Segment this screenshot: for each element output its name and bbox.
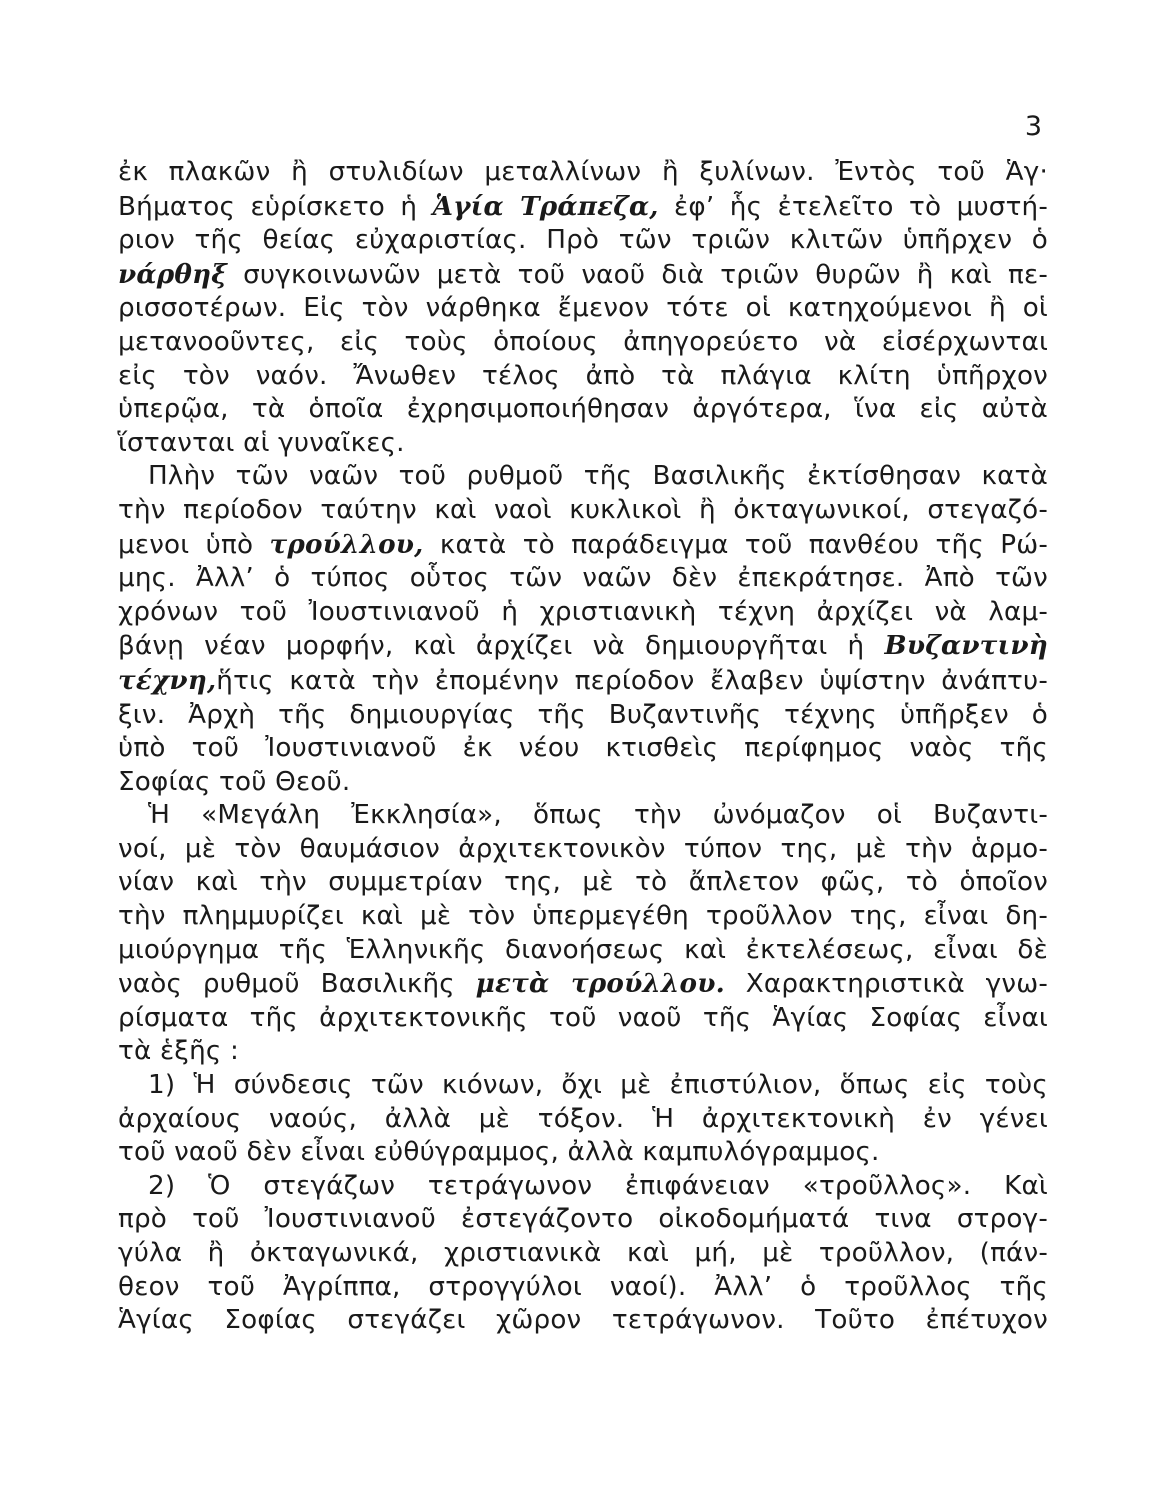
text-segment: Ἡ «Μεγάλη Ἐκκλησία», ὅπως τὴν ὠνόμαζον οἱ Βυζαντι-: [148, 800, 1048, 831]
text-segment: Ἁγίας Σοφίας στεγάζει χῶρον τετράγωνον. Τοῦτο ἐπέτυχον: [118, 1305, 1048, 1336]
text-line: [118, 799, 1048, 833]
text-segment: ὑπὸ τοῦ Ἰουστινιανοῦ ἐκ νέου κτισθεὶς περίφημος ναὸς τῆς: [118, 733, 1048, 764]
text-line: [118, 833, 1048, 867]
text-segment: τὴν περίοδον ταύτην καὶ ναοὶ κυκλικοὶ ἢ ὀκταγωνικοί, στεγαζό-: [118, 494, 1048, 525]
text-segment: Χαρακτηριστικὰ γνω-: [724, 969, 1048, 1000]
text-segment: ναὸς ρυθμοῦ Βασιλικῆς: [118, 969, 476, 1000]
text-segment: ἐκ πλακῶν ἢ στυλιδίων μεταλλίνων ἢ ξυλίνων. Ἐντὸς τοῦ Ἁγ·: [118, 157, 1048, 187]
text-line: [118, 1203, 1048, 1237]
text-line: [118, 190, 1048, 225]
text-segment: ξιν. Ἀρχὴ τῆς δημιουργίας τῆς Βυζαντινῆς τέχνης ὑπῆρξεν ὁ: [118, 699, 1048, 730]
text-segment: 2) Ὁ στεγάζων τετράγωνον ἐπιφάνειαν «τροῦλλος». Καὶ: [148, 1170, 1048, 1201]
text-line: [118, 732, 1048, 766]
text-line: [118, 528, 1048, 563]
emphasized-term: Ἁγία Τράπεζα,: [432, 190, 659, 222]
text-line: [118, 1304, 1048, 1338]
text-segment: συγκοινωνῶν μετὰ τοῦ ναοῦ διὰ τριῶν θυρῶν ἢ καὶ πε-: [226, 259, 1048, 290]
text-line: [118, 156, 1048, 190]
emphasized-term: νάρθηξ: [118, 258, 227, 290]
text-line: [118, 258, 1048, 293]
text-line: [118, 596, 1048, 630]
text-segment: χρόνων τοῦ Ἰουστινιανοῦ ἡ χριστιανικὴ τέχνη ἀρχίζει νὰ λαμ-: [118, 596, 1048, 627]
emphasized-term: τέχνη,: [118, 664, 217, 696]
text-segment: Πλὴν τῶν ναῶν τοῦ ρυθμοῦ τῆς Βασιλικῆς ἐκτίσθησαν κατὰ: [148, 461, 1048, 492]
text-line: [118, 460, 1048, 494]
text-segment: βάνῃ νέαν μορφήν, καὶ ἀρχίζει νὰ δημιουργῆται ἡ: [118, 631, 885, 662]
text-line: [118, 427, 1048, 461]
emphasized-term: Βυζαντινὴ: [884, 630, 1048, 662]
text-segment: νοί, μὲ τὸν θαυμάσιον ἀρχιτεκτονικὸν τύπον της, μὲ τὴν ἁρμο-: [118, 833, 1048, 864]
text-line: [118, 934, 1048, 968]
text-line: [118, 699, 1048, 733]
text-segment: νίαν καὶ τὴν συμμετρίαν της, μὲ τὸ ἄπλετον φῶς, τὸ ὁποῖον: [118, 867, 1048, 898]
text-segment: Βήματος εὑρίσκετο ἡ: [118, 191, 433, 222]
text-line: [118, 1103, 1048, 1137]
text-segment: μιούργημα τῆς Ἑλληνικῆς διανοήσεως καὶ ἐκτελέσεως, εἶναι δὲ: [118, 934, 1048, 965]
text-line: [118, 1136, 1048, 1170]
text-segment: κατὰ τὸ παράδειγμα τοῦ πανθέου τῆς Ρώ-: [423, 529, 1048, 560]
text-segment: ἵστανται αἱ γυναῖκες.: [118, 427, 405, 458]
text-segment: τὴν πλημμυρίζει καὶ μὲ τὸν ὑπερμεγέθη τροῦλλον της, εἶναι δη-: [118, 901, 1048, 932]
text-segment: πρὸ τοῦ Ἰουστινιανοῦ ἐστεγάζοντο οἰκοδομήματά τινα στρογ-: [118, 1204, 1048, 1235]
text-line: [118, 1170, 1048, 1204]
text-segment: μης. Ἀλλ’ ὁ τύπος οὗτος τῶν ναῶν δὲν ἐπεκράτησε. Ἀπὸ τῶν: [118, 563, 1048, 594]
text-segment: μενοι ὑπὸ: [118, 529, 270, 560]
text-line: [118, 1002, 1048, 1036]
text-segment: ριον τῆς θείας εὐχαριστίας. Πρὸ τῶν τριῶν κλιτῶν ὑπῆρχεν ὁ: [118, 225, 1048, 256]
text-segment: ρίσματα τῆς ἀρχιτεκτονικῆς τοῦ ναοῦ τῆς Ἁγίας Σοφίας εἶναι: [118, 1002, 1048, 1033]
text-segment: μετανοοῦντες, εἰς τοὺς ὁποίους ἀπηγορεύετο νὰ εἰσέρχωνται: [118, 326, 1048, 357]
page-number: 3: [1024, 111, 1042, 142]
text-segment: τοῦ ναοῦ δὲν εἶναι εὐθύγραμμος, ἀλλὰ καμπυλόγραμμος.: [118, 1137, 880, 1168]
text-line: [118, 326, 1048, 360]
emphasized-term: τρούλλου,: [269, 528, 424, 560]
text-segment: γύλα ἢ ὀκταγωνικά, χριστιανικὰ καὶ μή, μὲ τροῦλλον, (πάν-: [118, 1238, 1048, 1268]
text-line: [118, 866, 1048, 900]
text-segment: εἰς τὸν ναόν. Ἄνωθεν τέλος ἀπὸ τὰ πλάγια κλίτη ὑπῆρχον: [118, 360, 1048, 391]
text-line: [118, 766, 1048, 800]
emphasized-term: μετὰ τρούλλου.: [475, 968, 725, 1000]
text-line: [118, 393, 1048, 427]
text-line: [118, 1271, 1048, 1305]
text-segment: ὑπερῷα, τὰ ὁποῖα ἐχρησιμοποιήθησαν ἀργότερα, ἵνα εἰς αὐτὰ: [118, 394, 1048, 425]
text-segment: ἐφ’ ἧς ἐτελεῖτο τὸ μυστή-: [658, 191, 1049, 222]
body-text: [118, 156, 1048, 1338]
text-line: [118, 494, 1048, 528]
text-line: [118, 360, 1048, 394]
text-line: [118, 224, 1048, 258]
text-line: [118, 1035, 1048, 1069]
text-line: [118, 562, 1048, 596]
text-line: [118, 1237, 1048, 1271]
text-segment: ἥτις κατὰ τὴν ἐπομένην περίοδον ἔλαβεν ὑψίστην ἀνάπτυ-: [216, 665, 1048, 696]
text-line: [118, 629, 1048, 664]
text-segment: Σοφίας τοῦ Θεοῦ.: [118, 766, 351, 797]
text-line: [118, 900, 1048, 934]
text-segment: τὰ ἑξῆς :: [118, 1036, 240, 1067]
text-segment: ρισσοτέρων. Εἰς τὸν νάρθηκα ἔμενον τότε οἱ κατηχούμενοι ἢ οἱ: [118, 293, 1048, 324]
text-line: [118, 664, 1048, 699]
text-segment: θεον τοῦ Ἀγρίππα, στρογγύλοι ναοί). Ἀλλ’ ὁ τροῦλλος τῆς: [118, 1271, 1048, 1302]
text-line: [118, 292, 1048, 326]
text-segment: 1) Ἡ σύνδεσις τῶν κιόνων, ὄχι μὲ ἐπιστύλιον, ὅπως εἰς τοὺς: [148, 1070, 1048, 1101]
text-line: [118, 967, 1048, 1002]
text-line: [118, 1069, 1048, 1103]
text-segment: ἀρχαίους ναούς, ἀλλὰ μὲ τόξον. Ἡ ἀρχιτεκτονικὴ ἐν γένει: [118, 1103, 1048, 1134]
